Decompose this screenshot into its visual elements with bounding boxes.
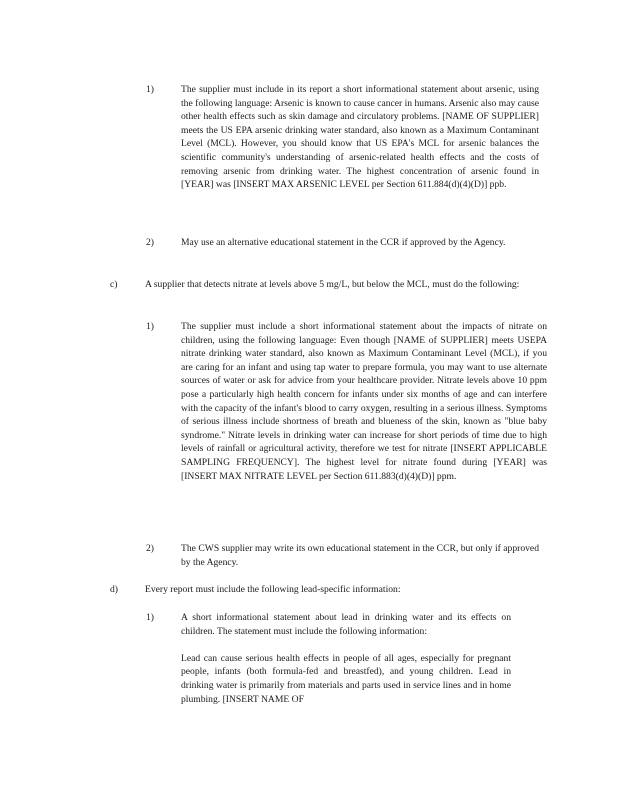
paragraph: The CWS supplier may write its own educational statement in the CCR, but only if approved by the Agency. [181,543,539,568]
item-marker: 1) [146,321,154,332]
item-marker: 2) [146,543,154,554]
item-text [181,320,547,483]
paragraph: Every report must include the following lead-specific information: [145,584,401,595]
item-marker: c) [110,279,118,290]
paragraph: A supplier that detects nitrate at levels above 5 mg/L, but below the MCL, must do the following: [145,279,520,290]
item-marker: d) [110,584,118,595]
paragraph: Lead can cause serious health effects in people of all ages, especially for pregnant people, infants (both formula-fed and breastfed), and young children. Lead in drinking water is primarily from materials and parts used in service lines and in home plumbing. [INSERT NAME OF [181,652,511,705]
item-text [145,583,537,597]
paragraph: The supplier must include a short informational statement about the impacts of nitrate on children, using the following language: Even though [NAME of SUPPLIER] meets USEPA nitrate drinking water standard, also known as Maximum Contaminant Level (MCL), if you are caring for an infant and using tap water to prepare formula, you may want to use alternate sources of water or ask for advice from your healthcare provider. Nitrate levels above 10 ppm pose a particularly high health concern for infants under six months of age and can interfere with the capacity of the infant's blood to carry oxygen, resulting in a serious illness. Symptoms of serious illness include shortness of breath and blueness of the skin, known as "blue baby syndrome." Nitrate levels in drinking water can increase for short periods of time due to high levels of rainfall or agricultural activity, therefore we test for nitrate [INSERT APPLICABLE SAMPLING FREQUENCY]. The highest level for nitrate found during [YEAR] was [INSERT MAX NITRATE LEVEL per Section 611.883(d)(4)(D)] ppm. [181,321,547,482]
item-text [181,236,539,250]
item-marker: 1) [146,612,154,623]
paragraph: A short informational statement about lead in drinking water and its effects on children. The statement must include the following information: [181,612,511,637]
item-marker: 1) [146,84,154,95]
item-text [145,278,537,292]
item-marker: 2) [146,237,154,248]
paragraph: The supplier must include in its report a short informational statement about arsenic, using the following language: Arsenic is known to cause cancer in humans. Arsenic also may cause other health effects such as skin damage and circulatory problems. [NAME OF SUPPLIER] meets the US EPA arsenic drinking water standard, also known as a Maximum Contaminant Level (MCL). However, you should know that US EPA's MCL for arsenic balances the scientific community's understanding of arsenic-related health effects and the costs of removing arsenic from drinking water. The highest concentration of arsenic found in [YEAR] was [INSERT MAX ARSENIC LEVEL per Section 611.884(d)(4)(D)] ppb. [181,84,539,191]
item-text [181,542,539,569]
item-text [181,611,511,706]
item-text [181,83,539,192]
paragraph: May use an alternative educational statement in the CCR if approved by the Agency. [181,237,506,248]
